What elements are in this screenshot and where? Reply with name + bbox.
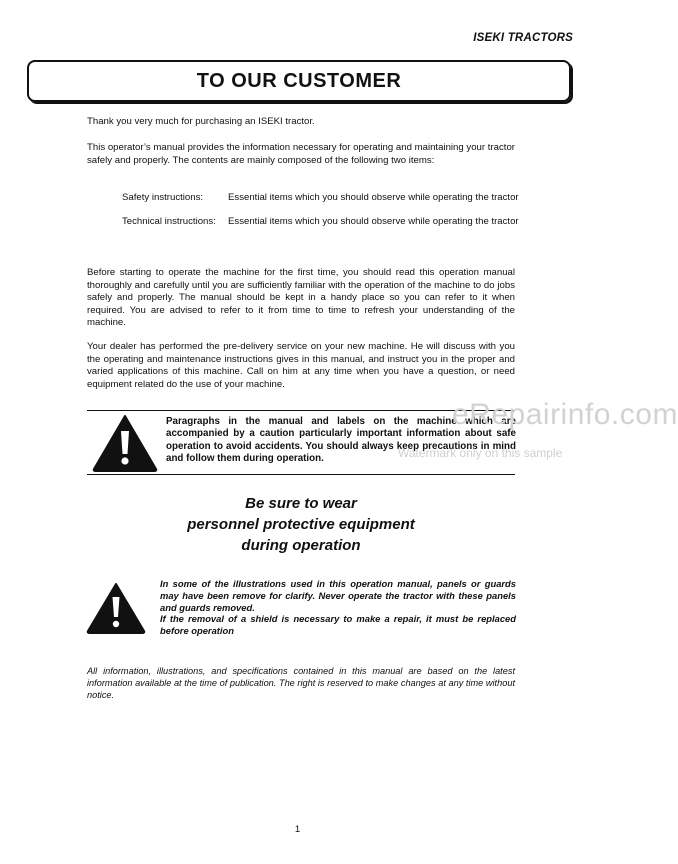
page-number: 1: [294, 824, 301, 835]
paragraph-before: Before starting to operate the machine for the first time, you should read this operation manual thoroughly and carefully until you are sufficiently familiar with the operation of the machine to do jobs safely and properly. The manual should be kept in a handy place so you can refer to it when required. You are advised to refer to it from time to time to refresh your understanding of the machine.: [87, 267, 515, 329]
caution-divider-bottom: [87, 474, 515, 475]
warning-triangle-icon: [86, 582, 146, 634]
footer-note: All information, illustrations, and specifications contained in this manual are based on the latest information available at the time of publication. The right is reserved to make changes at any time without notice.: [87, 666, 515, 701]
intro-thanks: Thank you very much for purchasing an ISEKI tractor.: [87, 116, 315, 127]
item-term: Technical instructions:: [122, 215, 216, 227]
caution-divider-top: [87, 410, 515, 411]
caution-text: Paragraphs in the manual and labels on the machine which are accompanied by a caution particularly important information about safe operation to avoid accidents. You should always keep precautions in mind and follow them during operation.: [166, 416, 516, 465]
warning-triangle-icon: [92, 414, 158, 472]
title-box: [27, 60, 571, 102]
brand-header: ISEKI TRACTORS: [473, 32, 573, 44]
page-title: TO OUR CUSTOMER: [196, 69, 402, 92]
watermark-sub: Watermark only on this sample: [398, 446, 563, 460]
item-term: Safety instructions:: [122, 192, 204, 203]
list-item: [122, 216, 522, 229]
items-list: [122, 192, 522, 239]
item-desc: Essential items which you should observe while operating the tractor: [228, 215, 519, 227]
list-item: [122, 192, 522, 205]
paragraph-dealer: Your dealer has performed the pre-delivery service on your new machine. He will discuss with you the operating and maintenance instructions gives in this manual, and instruct you in the proper and varied applications of this machine. Call on him at any time when you have a question, or need equipment related do the use of your machine.: [87, 341, 515, 390]
item-desc: Essential items which you should observe while operating the tractor: [228, 192, 519, 203]
ppe-heading: Be sure to wear personnel protective equipment during operation: [187, 495, 415, 554]
intro-manual: This operator’s manual provides the information necessary for operating and maintaining your tractor safely and properly. The contents are mainly composed of the following two items:: [87, 142, 515, 166]
watermark: eRepairinfo.com: [452, 398, 678, 431]
caution-panels: In some of the illustrations used in this operation manual, panels or guards may have been remove for clarify. Never operate the tractor with these panels and guards removed. If the removal of a shield is necessary to make a repair, it must be replaced before operation: [160, 578, 516, 637]
